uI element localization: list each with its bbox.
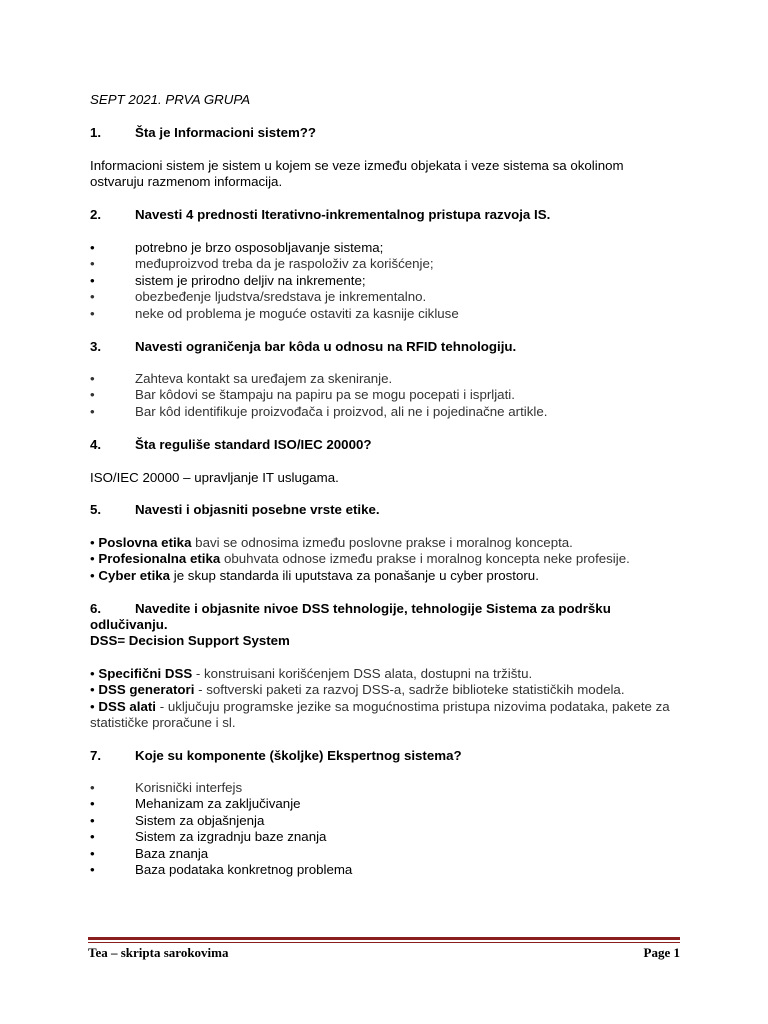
term-description: - konstruisani korišćenjem DSS alata, dostupni na tržištu. <box>192 666 533 681</box>
list-item <box>90 829 690 845</box>
term-description: - uključuju programske jezike sa mogućnostima pristupa nizovima podataka, pakete za statističke proračune i sl. <box>90 698 670 731</box>
question-text: Šta je Informacioni sistem?? <box>135 125 317 140</box>
list-item <box>90 813 690 829</box>
term-description: bavi se odnosima između poslovne prakse i moralnog koncepta. <box>191 535 573 550</box>
list-item-text: sistem je prirodno deljiv na inkremente; <box>135 272 366 288</box>
footer-divider-thin <box>88 942 680 943</box>
list-item-text: Korisnički interfejs <box>135 780 243 795</box>
list-item <box>90 404 690 420</box>
list-item-text: neke od problema je moguće ostaviti za kasnije cikluse <box>135 305 459 321</box>
bullet: • <box>90 551 99 567</box>
term: Poslovna etika <box>98 535 192 550</box>
question-6 <box>90 601 650 634</box>
list-item <box>90 666 690 682</box>
list-item-text: Baza znanja <box>135 845 209 861</box>
list-item <box>90 699 690 732</box>
question-number: 2. <box>90 207 102 222</box>
question-text: Navedite i objasnite nivoe DSS tehnologije, tehnologije Sistema za podršku odlučivanju. <box>90 601 611 633</box>
question-3 <box>90 339 690 355</box>
answer-2-list <box>90 240 690 322</box>
bullet: • <box>90 403 95 419</box>
bullet: • <box>90 289 95 305</box>
answer-5-list <box>90 535 690 584</box>
list-item <box>90 568 690 584</box>
question-number: 5. <box>90 502 102 517</box>
bullet: • <box>90 796 95 812</box>
list-item <box>90 256 690 272</box>
question-text: Navesti i objasniti posebne vrste etike. <box>135 502 380 517</box>
bullet: • <box>90 371 95 386</box>
list-item-text: Mehanizam za zaključivanje <box>135 796 301 812</box>
footer-title: Tea – skripta sarokovima <box>88 945 229 960</box>
list-item <box>90 371 690 387</box>
document-title: SEPT 2021. PRVA GRUPA <box>90 92 251 107</box>
bullet: • <box>90 256 95 272</box>
list-item <box>90 780 690 796</box>
list-item <box>90 862 690 878</box>
list-item <box>90 846 690 862</box>
list-item <box>90 796 690 812</box>
list-item-text: Zahteva kontakt sa uređajem za skeniranje. <box>135 371 393 386</box>
question-number: 6. <box>90 601 102 616</box>
bullet: • <box>90 666 99 681</box>
answer-1: Informacioni sistem je sistem u kojem se veze između objekata i veze sistema sa okolinom ostvaruju razmenom informacija. <box>90 158 624 190</box>
list-item-text: Sistem za objašnjenja <box>135 812 265 828</box>
bullet: • <box>90 698 99 714</box>
question-text: Navesti 4 prednosti Iterativno-inkrementalnog pristupa razvoja IS. <box>135 207 551 222</box>
answer-7-list <box>90 780 690 878</box>
list-item-text: međuproizvod treba da je raspoloživ za korišćenje; <box>135 256 434 272</box>
question-4 <box>90 437 690 453</box>
bullet: • <box>90 812 95 828</box>
bullet: • <box>90 240 95 255</box>
bullet: • <box>90 682 99 698</box>
answer-6-list <box>90 666 690 732</box>
page-number: Page 1 <box>643 945 680 960</box>
question-number: 1. <box>90 125 102 140</box>
term: DSS alati <box>98 698 157 714</box>
term: Cyber etika <box>98 567 171 583</box>
list-item-text: Baza podataka konkretnog problema <box>135 861 353 877</box>
term-description: je skup standarda ili uputstava za ponašanje u cyber prostoru. <box>170 567 539 583</box>
question-1 <box>90 125 690 141</box>
bullet: • <box>90 272 95 288</box>
list-item <box>90 387 690 403</box>
question-number: 7. <box>90 748 102 763</box>
question-2 <box>90 207 690 223</box>
question-7 <box>90 748 690 764</box>
question-text: Koje su komponente (školjke) Ekspertnog sistema? <box>135 748 462 763</box>
question-text: Navesti ograničenja bar kôda u odnosu na RFID tehnologiju. <box>135 339 517 354</box>
list-item <box>90 289 690 305</box>
answer-3-list <box>90 371 690 420</box>
bullet: • <box>90 387 95 403</box>
list-item <box>90 240 690 256</box>
bullet: • <box>90 780 95 795</box>
list-item-text: obezbeđenje ljudstva/sredstava je inkrementalno. <box>135 289 427 305</box>
list-item-text: Bar kôdovi se štampaju na papiru pa se mogu pocepati i isprljati. <box>135 387 515 403</box>
bullet: • <box>90 829 95 845</box>
term-description: obuhvata odnose između prakse i moralnog koncepta neke profesije. <box>220 551 630 567</box>
term: DSS generatori <box>98 682 195 698</box>
question-number: 3. <box>90 339 102 354</box>
list-item <box>90 535 690 551</box>
list-item <box>90 551 690 567</box>
question-text: Šta reguliše standard ISO/IEC 20000? <box>135 437 372 452</box>
bullet: • <box>90 861 95 877</box>
term: Profesionalna etika <box>98 551 221 567</box>
answer-4: ISO/IEC 20000 – upravljanje IT uslugama. <box>90 470 339 485</box>
bullet: • <box>90 305 95 321</box>
bullet: • <box>90 535 99 550</box>
term-description: - softverski paketi za razvoj DSS-a, sadrže biblioteke statističkih modela. <box>194 682 625 698</box>
list-item-text: Bar kôd identifikuje proizvođača i proizvod, ali ne i pojedinačne artikle. <box>135 403 548 419</box>
question-6-subtitle: DSS= Decision Support System <box>90 633 290 648</box>
term: Specifični DSS <box>98 666 193 681</box>
footer-divider-thick <box>88 937 680 940</box>
question-number: 4. <box>90 437 102 452</box>
bullet: • <box>90 567 99 583</box>
list-item-text: potrebno je brzo osposobljavanje sistema; <box>135 240 384 255</box>
list-item-text: Sistem za izgradnju baze znanja <box>135 829 327 845</box>
bullet: • <box>90 845 95 861</box>
list-item <box>90 682 690 698</box>
list-item <box>90 273 690 289</box>
list-item <box>90 306 690 322</box>
question-5 <box>90 502 690 518</box>
